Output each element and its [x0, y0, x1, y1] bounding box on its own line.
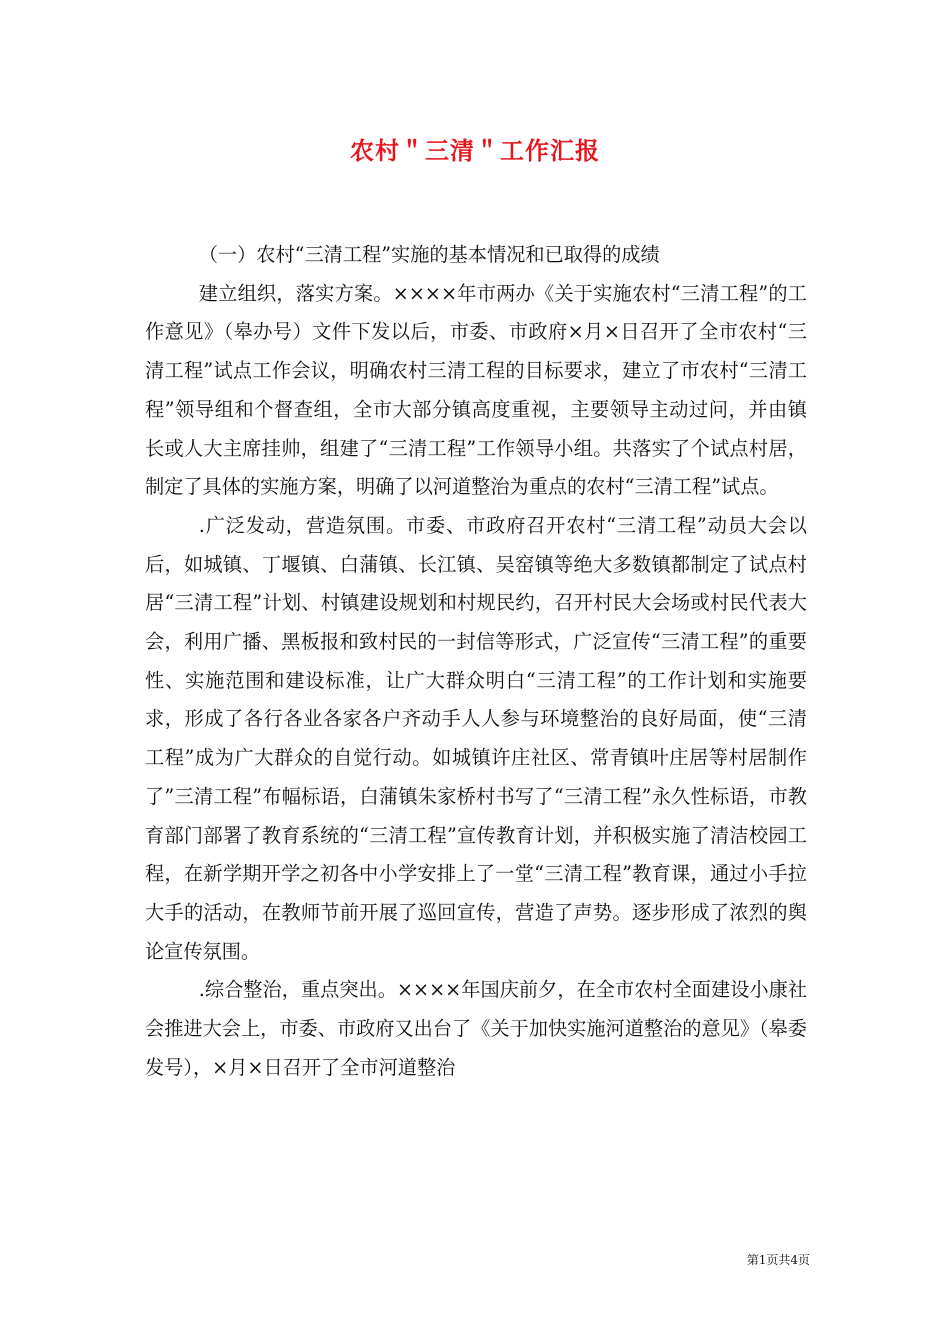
section-heading: （一）农村“三清工程”实施的基本情况和已取得的成绩 — [198, 243, 660, 266]
paragraph: 建立组织，落实方案。××××年市两办《关于实施农村“三清工程”的工作意见》（皋办号）文件下发以后，市委、市政府×月×日召开了全市农村“三清工程”试点工作会议，明确农村三清工程的目标要求，建立了市农村“三清工程”领导组和个督查组，全市大部分镇高度重视，主要领导主动过问，并由镇长或人大主席挂帅，组建了“三清工程”工作领导小组。共落实了个试点村居，制定了具体的实施方案，明确了以河道整治为重点的农村“三清工程”试点。 — [145, 281, 807, 499]
paragraph: .广泛发动，营造氛围。市委、市政府召开农村“三清工程”动员大会以后，如城镇、丁堰镇、白蒲镇、长江镇、吴窑镇等绝大多数镇都制定了试点村居“三清工程”计划、村镇建设规划和村规民约，召开村民大会场或村民代表大会，利用广播、黑板报和致村民的一封信等形式，广泛宣传“三清工程”的重要性、实施范围和建设标准，让广大群众明白“三清工程”的工作计划和实施要求，形成了各行各业各家各户齐动手人人参与环境整治的良好局面，使“三清工程”成为广大群众的自觉行动。如城镇许庄社区、常青镇叶庄居等村居制作了”三清工程”布幅标语，白蒲镇朱家桥村书写了“三清工程”永久性标语，市教育部门部署了教育系统的“三清工程”宣传教育计划，并积极实施了清洁校园工程，在新学期开学之初各中小学安排上了一堂“三清工程”教育课，通过小手拉大手的活动，在教师节前开展了巡回宣传，营造了声势。逐步形成了浓烈的舆论宣传氛围。 — [145, 513, 807, 963]
document-title: 农村＂三清＂工作汇报 — [350, 137, 600, 165]
document-body — [145, 236, 807, 1087]
paragraph: .综合整治，重点突出。××××年国庆前夕，在全市农村全面建设小康社会推进大会上，市委、市政府又出台了《关于加快实施河道整治的意见》（皋委发号），×月×日召开了全市河道整治 — [145, 978, 807, 1079]
page-number: 第1页共4页 — [746, 1253, 810, 1267]
